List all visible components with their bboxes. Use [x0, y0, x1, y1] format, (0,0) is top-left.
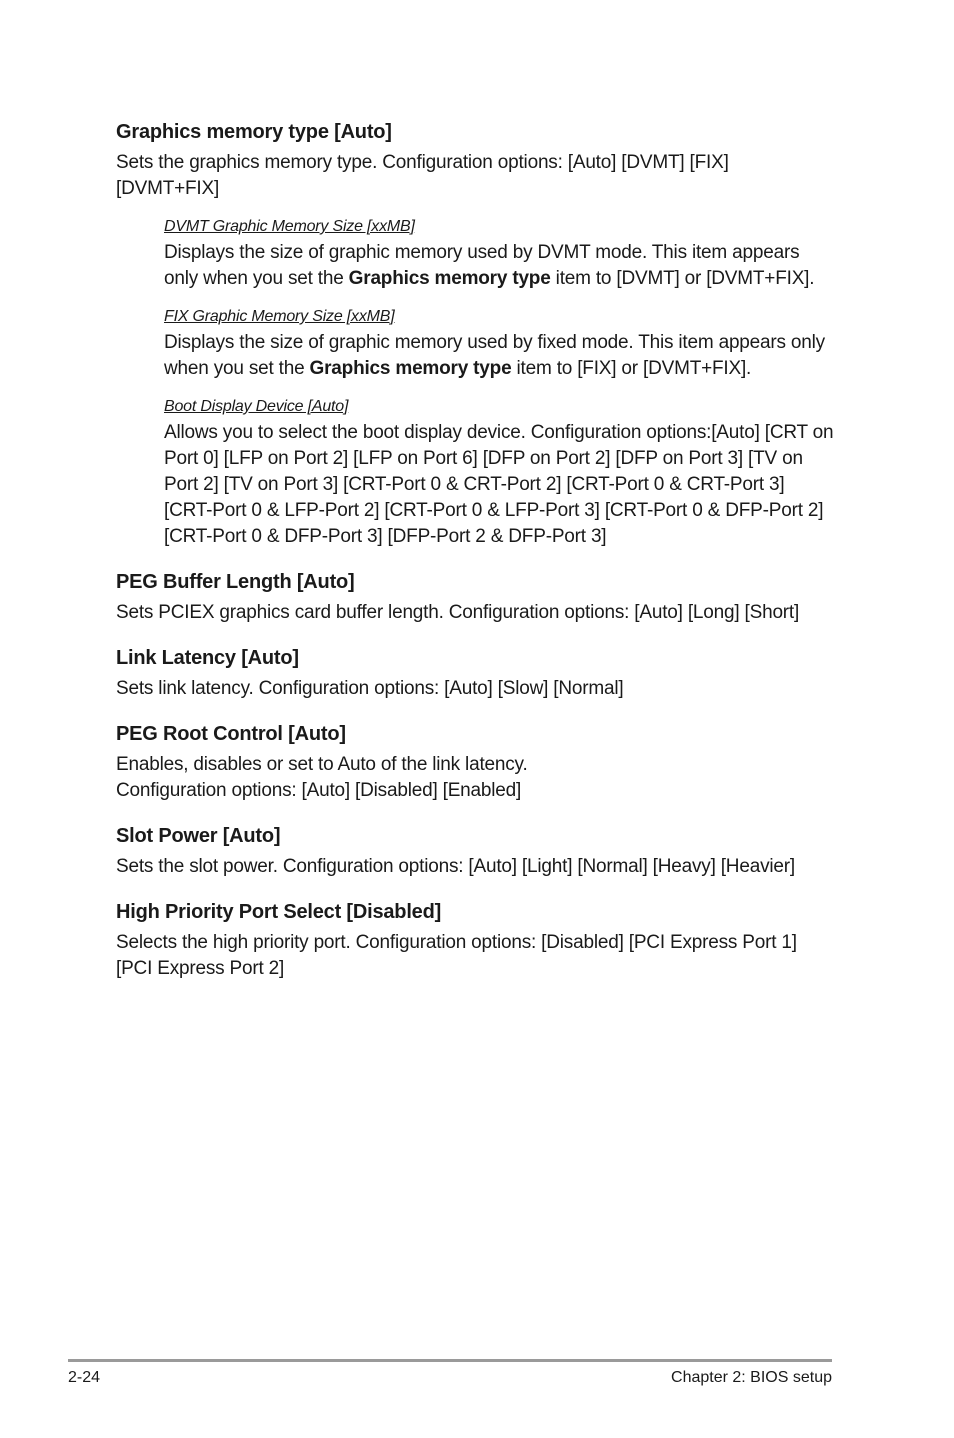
section-text: Sets the graphics memory type. Configuration options: [Auto] [DVMT] [FIX] [DVMT+FIX]	[116, 152, 729, 199]
section-high-priority-port	[116, 898, 836, 982]
page-number: 2-24	[68, 1369, 101, 1386]
text-run: item to [DVMT] or [DVMT+FIX].	[550, 268, 815, 289]
section-text	[116, 752, 836, 804]
footer-divider	[68, 1359, 832, 1362]
section-text: Selects the high priority port. Configuration options: [Disabled] [PCI Express Port 1] [PCI Express Port 2]	[116, 932, 797, 979]
text-run: Displays the size of graphic memory used by fixed mode. This item appears only when you set the	[164, 332, 825, 379]
section-peg-root-control	[116, 720, 836, 804]
page-content	[116, 118, 836, 982]
text-line: Enables, disables or set to Auto of the link latency.	[116, 754, 528, 775]
subitem-dvmt-size	[164, 216, 836, 292]
section-graphics-memory-type	[116, 118, 836, 550]
section-title: Graphics memory type [Auto]	[116, 121, 392, 143]
section-text: Sets link latency. Configuration options: [Auto] [Slow] [Normal]	[116, 678, 624, 699]
subitem-title: DVMT Graphic Memory Size [xxMB]	[164, 218, 415, 235]
bold-text-run: Graphics memory type	[309, 358, 512, 379]
bold-text-run: Graphics memory type	[348, 268, 551, 289]
section-text: Sets PCIEX graphics card buffer length. Configuration options: [Auto] [Long] [Short]	[116, 602, 800, 623]
subitem-text: Allows you to select the boot display device. Configuration options:[Auto] [CRT on Port 0] [LFP on Port 2] [LFP on Port 6] [DFP on Port 2] [DFP on Port 3] [TV on Port 2] [TV on Port 3] [CRT-Port 0 & CRT-Port 2] [CRT-Port 0 & CRT-Port 3] [CRT-Port 0 & LFP-Port 2] [CRT-Port 0 & LFP-Port 3] [CRT-Port 0 & DFP-Port 2] [CRT-Port 0 & DFP-Port 3] [DFP-Port 2 & DFP-Port 3]	[164, 422, 834, 547]
subitem-text	[164, 240, 836, 292]
text-run: item to [FIX] or [DVMT+FIX].	[511, 358, 752, 379]
section-title: PEG Root Control [Auto]	[116, 723, 346, 745]
subitem-title: FIX Graphic Memory Size [xxMB]	[164, 308, 395, 325]
section-title: Slot Power [Auto]	[116, 825, 281, 847]
section-title: High Priority Port Select [Disabled]	[116, 901, 442, 923]
section-slot-power	[116, 822, 836, 880]
section-link-latency	[116, 644, 836, 702]
subitem-fix-size	[164, 306, 836, 382]
text-run: Displays the size of graphic memory used by DVMT mode. This item appears only when you set the	[164, 242, 800, 289]
section-title: Link Latency [Auto]	[116, 647, 299, 669]
subitem-text	[164, 330, 836, 382]
text-line: Configuration options: [Auto] [Disabled] [Enabled]	[116, 780, 522, 801]
chapter-label: Chapter 2: BIOS setup	[671, 1369, 832, 1386]
subitem-boot-display	[164, 396, 836, 550]
subitem-title: Boot Display Device [Auto]	[164, 398, 349, 415]
section-peg-buffer-length	[116, 568, 836, 626]
section-text: Sets the slot power. Configuration options: [Auto] [Light] [Normal] [Heavy] [Heavier]	[116, 856, 795, 877]
section-title: PEG Buffer Length [Auto]	[116, 571, 355, 593]
